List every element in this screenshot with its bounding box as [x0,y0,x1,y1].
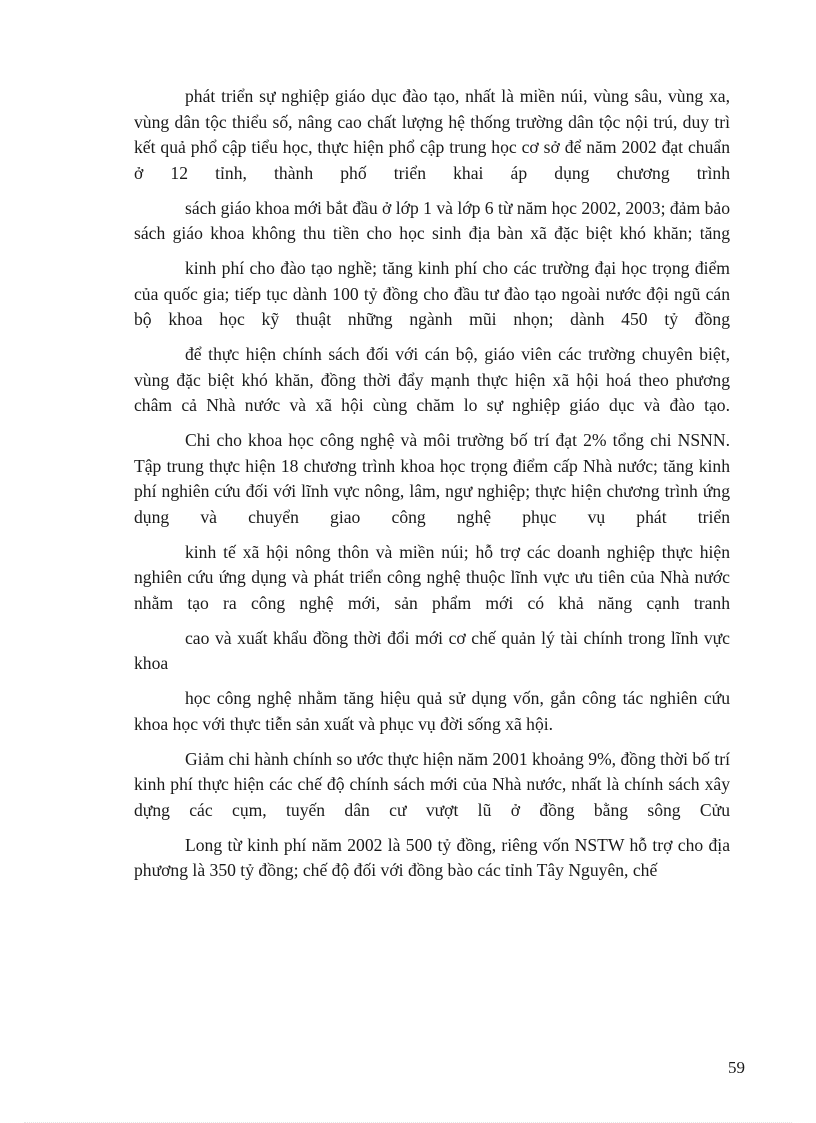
paragraph: Long từ kinh phí năm 2002 là 500 tỷ đồng, riêng vốn NSTW hỗ trợ cho địa phương là 350 tỷ đồng; chế độ đối với đồng bào các tỉnh Tây Nguyên, chế [134,834,730,880]
paragraph: cao và xuất khẩu đồng thời đổi mới cơ chế quản lý tài chính trong lĩnh vực khoa [134,627,730,673]
paragraph: Chi cho khoa học công nghệ và môi trường bố trí đạt 2% tổng chi NSNN. Tập trung thực hiện 18 chương trình khoa học trọng điểm cấp Nhà nước; tăng kinh phí nghiên cứu đối với lĩnh vực nông, lâm, ngư nghiệp; thực hiện chương trình ứng dụng và chuyển giao công nghệ phục vụ phát triển [134,430,730,527]
paragraph: kinh tế xã hội nông thôn và miền núi; hỗ trợ các doanh nghiệp thực hiện nghiên cứu ứng dụng và phát triển công nghệ thuộc lĩnh vực ưu tiên của Nhà nước nhằm tạo ra công nghệ mới, sản phẩm mới có khả năng cạnh tranh [134,541,730,613]
paragraph: để thực hiện chính sách đối với cán bộ, giáo viên các trường chuyên biệt, vùng đặc biệt khó khăn, đồng thời đẩy mạnh thực hiện xã hội hoá theo phương châm cả Nhà nước và xã hội cùng chăm lo sự nghiệp giáo dục và đào tạo. [134,344,730,415]
paragraph: sách giáo khoa mới bắt đầu ở lớp 1 và lớp 6 từ năm học 2002, 2003; đảm bảo sách giáo khoa không thu tiền cho học sinh địa bàn xã đặc biệt khó khăn; tăng [134,197,730,243]
paragraph: phát triển sự nghiệp giáo dục đào tạo, nhất là miền núi, vùng sâu, vùng xa, vùng dân tộc thiểu số, nâng cao chất lượng hệ thống trường dân tộc nội trú, duy trì kết quả phổ cập tiểu học, thực hiện phổ cập trung học cơ sở để năm 2002 đạt chuẩn ở 12 tỉnh, thành phố triển khai áp dụng chương trình [134,86,730,183]
page-number: 59 [728,1058,745,1077]
paragraph: kinh phí cho đào tạo nghề; tăng kinh phí cho các trường đại học trọng điểm của quốc gia; tiếp tục dành 100 tỷ đồng cho đầu tư đào tạo ngoài nước đội ngũ cán bộ khoa học kỹ thuật những ngành mũi nhọn; dành 450 tỷ đồng [134,258,730,329]
body-text [134,84,730,884]
paragraph: học công nghệ nhằm tăng hiệu quả sử dụng vốn, gắn công tác nghiên cứu khoa học với thực tiễn sản xuất và phục vụ đời sống xã hội. [134,688,730,734]
paragraph: Giảm chi hành chính so ước thực hiện năm 2001 khoảng 9%, đồng thời bố trí kinh phí thực hiện các chế độ chính sách mới của Nhà nước, nhất là chính sách xây dựng các cụm, tuyến dân cư vượt lũ ở đồng bằng sông Cửu [134,748,730,820]
